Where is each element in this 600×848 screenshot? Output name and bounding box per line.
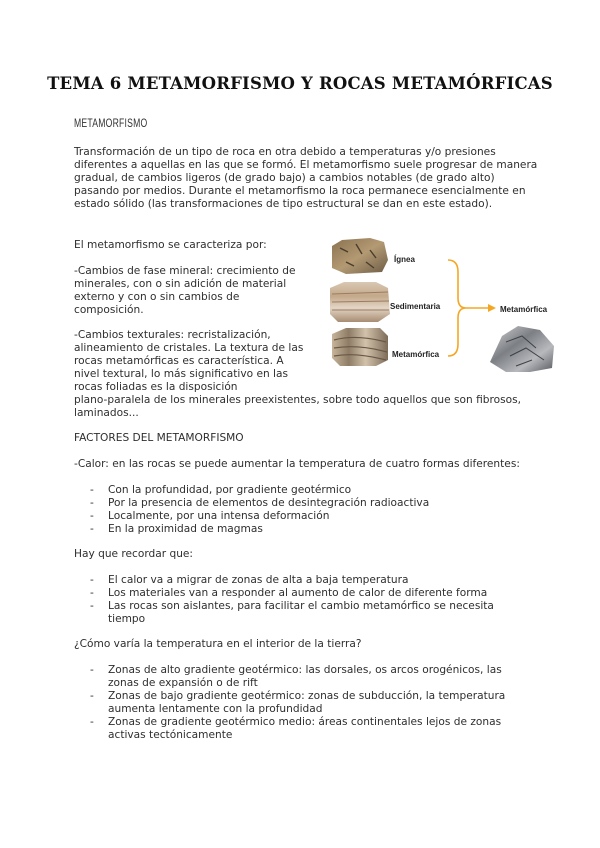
list-item-text: tiempo <box>108 613 146 625</box>
figure-label-igneous: Ígnea <box>394 255 415 264</box>
list-item-text: Por la presencia de elementos de desintegración radioactiva <box>108 497 430 509</box>
heat-intro: -Calor: en las rocas se puede aumentar la temperatura de cuatro formas diferentes: <box>74 458 520 470</box>
mineral-change-line: minerales, con o sin adición de material <box>74 278 287 290</box>
characterized-by-text: El metamorfismo se caracteriza por: <box>74 239 267 251</box>
gradient-item <box>74 690 505 716</box>
bracket-brace <box>448 260 466 356</box>
remember-item <box>74 574 494 587</box>
list-item-text: Las rocas son aislantes, para facilitar el cambio metamórfico se necesita <box>108 600 494 612</box>
list-item-text: Los materiales van a responder al aumento de calor de diferente forma <box>108 587 488 599</box>
list-item-text: Con la profundidad, por gradiente geotérmico <box>108 484 352 496</box>
gradient-zones-list <box>74 664 505 742</box>
intro-line: Transformación de un tipo de roca en otra debido a temperaturas y/o presiones <box>74 146 496 158</box>
remember-item <box>74 587 494 600</box>
textural-change-line: laminados... <box>74 407 139 419</box>
textural-change-line: alineamiento de cristales. La textura de las <box>74 342 304 354</box>
list-item-text: activas tectónicamente <box>108 729 233 741</box>
factors-heading: FACTORES DEL METAMORFISMO <box>74 432 244 444</box>
heat-way-item <box>74 523 429 536</box>
dash-bullet: - <box>90 574 94 586</box>
dash-bullet: - <box>90 484 94 496</box>
heat-way-item <box>74 510 429 523</box>
dash-bullet: - <box>90 510 94 522</box>
remember-list <box>74 574 494 626</box>
textural-change-line: rocas metamórficas es característica. A <box>74 355 284 367</box>
dash-bullet: - <box>90 523 94 535</box>
mineral-change-line: externo y con o sin cambios de <box>74 291 240 303</box>
intro-paragraph <box>74 146 537 211</box>
list-item-text: Localmente, por una intensa deformación <box>108 510 330 522</box>
intro-line: pasando por medios. Durante el metamorfismo la roca permanece esencialmente en <box>74 185 526 197</box>
mineral-change-paragraph <box>74 265 296 317</box>
dash-bullet: - <box>90 690 94 702</box>
dash-bullet: - <box>90 600 94 612</box>
remember-item <box>74 600 494 626</box>
result-metamorphic-rock-image <box>490 326 554 372</box>
list-item-text: Zonas de gradiente geotérmico medio: áreas continentales lejos de zonas <box>108 716 502 728</box>
intro-line: gradual, de cambios ligeros (de grado bajo) a cambios notables (de grado alto) <box>74 172 495 184</box>
figure-result-label: Metamórfica <box>500 305 548 314</box>
list-item-text: aumenta lentamente con la profundidad <box>108 703 323 715</box>
igneous-rock-image <box>332 238 388 274</box>
page-title: TEMA 6 METAMORFISMO Y ROCAS METAMÓRFICAS <box>47 74 553 93</box>
mineral-change-line: composición. <box>74 304 144 316</box>
dash-bullet: - <box>90 664 94 676</box>
heat-ways-list <box>74 484 429 536</box>
textural-change-line: plano-paralela de los minerales preexistentes, sobre todo aquellos que son fibrosos, <box>74 394 521 406</box>
textural-change-line: -Cambios texturales: recristalización, <box>74 329 271 341</box>
temperature-question: ¿Cómo varía la temperatura en el interior de la tierra? <box>74 638 362 650</box>
list-item-text: En la proximidad de magmas <box>108 523 263 535</box>
section-heading: METAMORFISMO <box>74 116 148 130</box>
list-item-text: Zonas de bajo gradiente geotérmico: zonas de subducción, la temperatura <box>108 690 506 702</box>
list-item-text: zonas de expansión o de rift <box>108 677 258 689</box>
remember-intro: Hay que recordar que: <box>74 548 193 560</box>
textural-change-line: nivel textural, lo más significativo en las <box>74 368 288 380</box>
list-item-text: El calor va a migrar de zonas de alta a baja temperatura <box>108 574 409 586</box>
figure-label-metamorphic: Metamórfica <box>392 350 440 359</box>
mineral-change-line: -Cambios de fase mineral: crecimiento de <box>74 265 296 277</box>
rock-types-figure <box>326 232 556 382</box>
figure-label-sedimentary: Sedimentaria <box>390 302 441 311</box>
dash-bullet: - <box>90 497 94 509</box>
gradient-item <box>74 664 505 690</box>
heat-way-item <box>74 497 429 510</box>
gradient-item <box>74 716 505 742</box>
intro-line: diferentes a aquellas en las que se formó. El metamorfismo suele progresar de manera <box>74 159 538 171</box>
dash-bullet: - <box>90 716 94 728</box>
textural-change-line: rocas foliadas es la disposición <box>74 381 238 393</box>
list-item-text: Zonas de alto gradiente geotérmico: las dorsales, os arcos orogénicos, las <box>108 664 502 676</box>
heat-way-item <box>74 484 429 497</box>
intro-line: estado sólido (las transformaciones de tipo estructural se dan en este estado). <box>74 198 493 210</box>
dash-bullet: - <box>90 587 94 599</box>
